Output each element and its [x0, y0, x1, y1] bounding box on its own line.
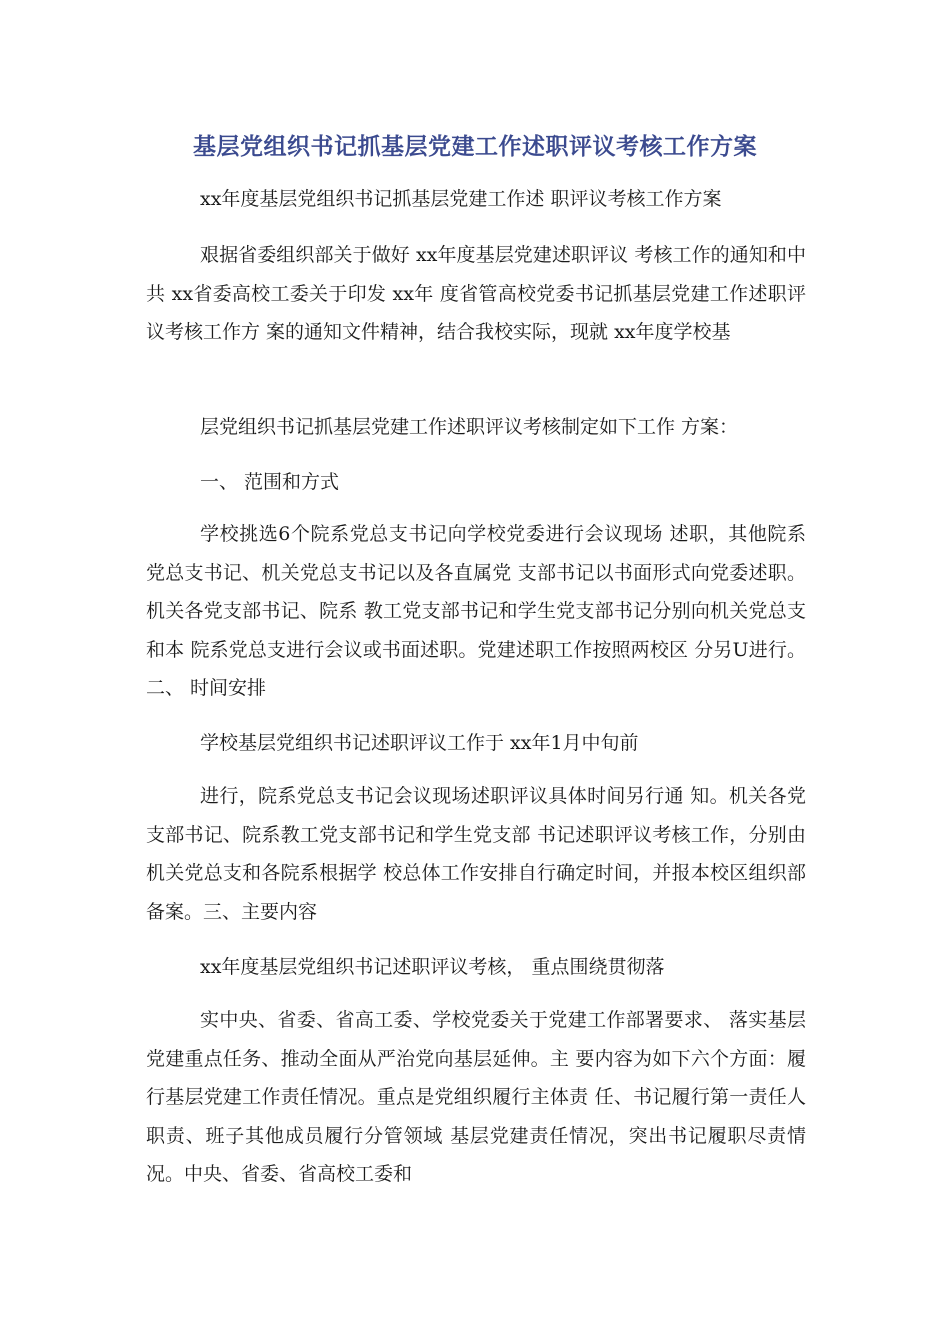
- document-title: 基层党组织书记抓基层党建工作述职评议考核工作方案: [193, 134, 757, 160]
- paragraph-schedule: 学校基层党组织书记述职评议工作于 xx年1月中旬前: [200, 732, 639, 754]
- paragraph-plan-intro: 层党组织书记抓基层党建工作述职评议考核制定如下工作 方案：: [200, 416, 739, 438]
- paragraph-schedule-detail: 进行，院系党总支书记会议现场述职评议具体时间另行通 知。机关各党支部书记、院系教工党支部书记和学生党支部 书记述职评议考核工作，分别由机关党总支和各院系根据学 校总体工作安排自行确定时间，并报本校区组织部备案。三、主要内容: [146, 785, 806, 923]
- paragraph-content-intro: xx年度基层党组织书记述职评议考核， 重点围绕贯彻落: [200, 956, 665, 978]
- paragraph-basis: 艰据省委组织部关于做好 xx年度基层党建述职评议 考核工作的通知和中共 xx省委高校工委关于印发 xx年 度省管高校党委书记抓基层党建工作述职评议考核工作方 案的通知文件精神，结合我校实际，现就 xx年度学校基: [146, 244, 806, 343]
- paragraph-content-detail: 实中央、省委、省高工委、学校党委关于党建工作部署要求、 落实基层党建重点任务、推动全面从严治党向基层延伸。主 要内容为如下六个方面：履行基层党建工作责任情况。重点是党组织履行主体责 任、书记履行第一责任人职责、班子其他成员履行分管领域 基层党建责任情况，突出书记履职尽责情况。中央、省委、省高校工委和: [146, 1009, 806, 1185]
- paragraph-scope: 学校挑选6个院系党总支书记向学校党委进行会议现场 述职，其他院系党总支书记、机关党总支书记以及各直属党 支部书记以书面形式向党委述职。机关各党支部书记、院系 教工党支部书记和学生党支部书记分别向机关党总支和本 院系党总支进行会议或书面述职。党建述职工作按照两校区 分另U进行。二、 时间安排: [146, 523, 806, 699]
- paragraph-subtitle: xx年度基层党组织书记抓基层党建工作述 职评议考核工作方案: [200, 188, 722, 210]
- section-heading-scope: 一、 范围和方式: [200, 471, 340, 493]
